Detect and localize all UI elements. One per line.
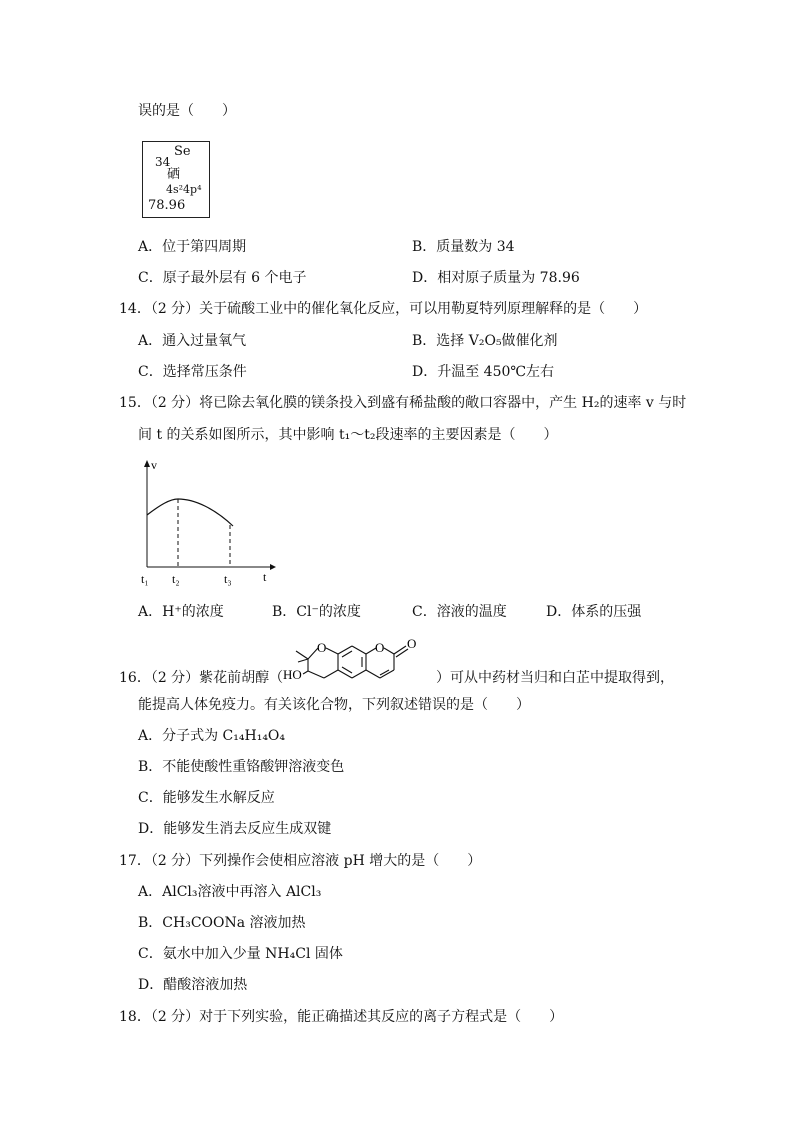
oxygen-label-3: O bbox=[407, 636, 417, 651]
q16-option-d[interactable]: D．能够发生消去反应生成双键 bbox=[138, 821, 332, 837]
q17-option-c[interactable]: C．氨水中加入少量 NH₄Cl 固体 bbox=[138, 946, 343, 962]
x-axis-label: t bbox=[263, 570, 267, 584]
atomic-mass: 78.96 bbox=[148, 198, 186, 213]
q16-stem-line2: 能提高人体免疫力。有关该化合物，下列叙述错误的是（ ） bbox=[138, 697, 530, 713]
oxygen-label-1: O bbox=[317, 640, 327, 655]
q16-option-c[interactable]: C．能够发生水解反应 bbox=[138, 790, 275, 806]
q15-option-d[interactable]: D．体系的压强 bbox=[546, 604, 642, 620]
q16-stem-post: ）可从中药材当归和白芷中提取得到， bbox=[436, 670, 674, 686]
q13-option-d[interactable]: D．相对原子质量为 78.96 bbox=[412, 270, 580, 286]
q15-stem-line1: 15．（2 分）将已除去氧化膜的镁条投入到盛有稀盐酸的敞口容器中，产生 H₂的速率 v 与时 bbox=[119, 395, 687, 411]
atomic-number: 34 bbox=[155, 155, 171, 169]
q13-option-c[interactable]: C．原子最外层有 6 个电子 bbox=[138, 270, 307, 286]
q14-option-a[interactable]: A．通入过量氧气 bbox=[138, 333, 247, 349]
y-axis-label: v bbox=[151, 458, 157, 472]
q15-option-a[interactable]: A．H⁺的浓度 bbox=[138, 604, 224, 620]
hydroxyl-label: HO bbox=[283, 667, 302, 682]
x-axis-arrow bbox=[270, 564, 276, 570]
q17-option-d[interactable]: D．醋酸溶液加热 bbox=[138, 977, 248, 993]
q14-option-c[interactable]: C．选择常压条件 bbox=[138, 364, 247, 380]
q17-option-a[interactable]: A．AlCl₃溶液中再溶入 AlCl₃ bbox=[138, 884, 322, 900]
q16-stem-pre: 16．（2 分）紫花前胡醇（ bbox=[119, 670, 284, 686]
rate-curve bbox=[147, 499, 233, 526]
y-axis-arrow bbox=[144, 460, 150, 467]
element-symbol: Se bbox=[174, 144, 191, 159]
q14-option-b[interactable]: B．选择 V₂O₅做催化剂 bbox=[412, 333, 558, 349]
q17-stem: 17．（2 分）下列操作会使相应溶液 pH 增大的是（ ） bbox=[119, 853, 482, 869]
q18-stem: 18．（2 分）对于下列实验，能正确描述其反应的离子方程式是（ ） bbox=[119, 1009, 564, 1025]
element-name: 硒 bbox=[167, 167, 181, 182]
tick-t2: t₂ bbox=[172, 572, 180, 586]
chemical-structure bbox=[282, 626, 434, 692]
q13-option-a[interactable]: A．位于第四周期 bbox=[138, 239, 247, 255]
oxygen-label-2: O bbox=[375, 640, 385, 655]
tick-t3: t₃ bbox=[224, 572, 232, 586]
tick-t1: t₁ bbox=[141, 572, 149, 586]
q14-stem: 14．（2 分）关于硫酸工业中的催化氧化反应，可以用勒夏特列原理解释的是（ ） bbox=[119, 301, 648, 317]
q17-option-b[interactable]: B．CH₃COONa 溶液加热 bbox=[138, 915, 306, 931]
q13-stem-tail: 误的是（ ） bbox=[138, 103, 236, 119]
q15-option-b[interactable]: B．Cl⁻的浓度 bbox=[272, 604, 361, 620]
q15-option-c[interactable]: C．溶液的温度 bbox=[412, 604, 507, 620]
rate-time-graph bbox=[130, 455, 280, 590]
q14-option-d[interactable]: D．升温至 450℃左右 bbox=[412, 364, 555, 380]
q15-stem-line2: 间 t 的关系如图所示，其中影响 t₁～t₂段速率的主要因素是（ ） bbox=[138, 427, 558, 443]
q16-option-a[interactable]: A．分子式为 C₁₄H₁₄O₄ bbox=[138, 728, 286, 744]
q16-option-b[interactable]: B．不能使酸性重铬酸钾溶液变色 bbox=[138, 759, 345, 775]
electron-config: 4s²4p⁴ bbox=[166, 183, 202, 196]
element-card bbox=[142, 141, 210, 218]
q13-option-b[interactable]: B．质量数为 34 bbox=[412, 239, 515, 255]
